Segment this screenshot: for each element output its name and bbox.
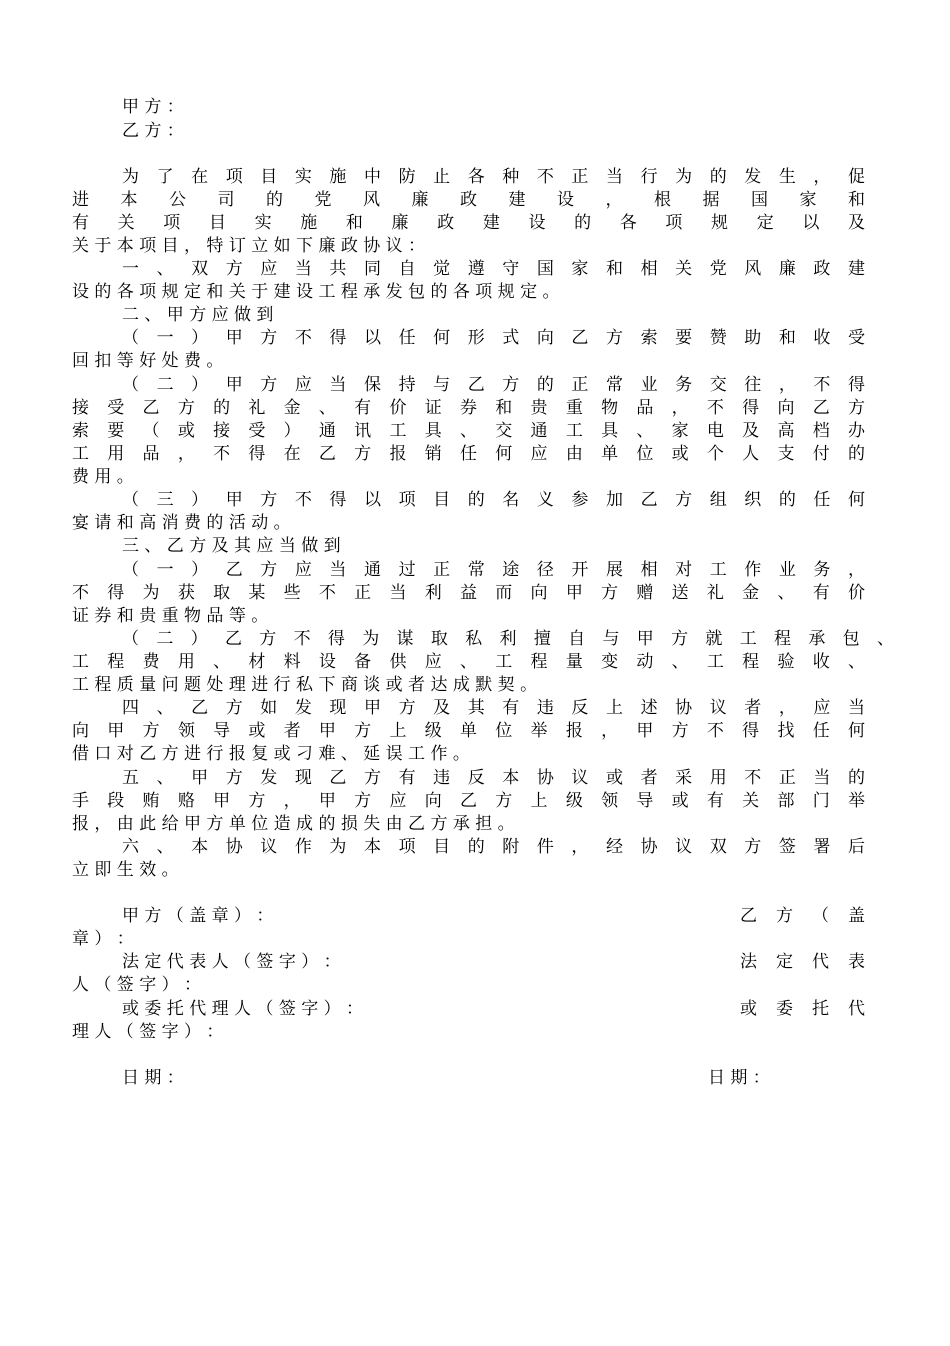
clause-2-item-3-line-1: （ 三 ） 甲 方 不 得 以 项 目 的 名 义 参 加 乙 方 组 织 的 任 何 — [122, 490, 865, 510]
party-a-agent-label: 或 委 托 代 理 人 （ 签 字 ） ： — [122, 999, 364, 1019]
party-a-label: 甲 方 ： — [122, 97, 184, 117]
clause-6-line-2: 立 即 生 效 。 — [72, 860, 179, 880]
intro-line-3: 有 关 项 目 实 施 和 廉 政 建 设 的 各 项 规 定 以 及 — [72, 213, 865, 233]
party-b-agent-label: 或 委 托 代 — [740, 999, 865, 1019]
clause-2-item-3-line-2: 宴 请 和 高 消 费 的 活 动 。 — [72, 513, 291, 533]
clause-1-line-2: 设 的 各 项 规 定 和 关 于 建 设 工 程 承 发 包 的 各 项 规 定 。 — [72, 282, 560, 302]
clause-5-line-3: 报 ， 由 此 给 甲 方 单 位 造 成 的 损 失 由 乙 方 承 担 。 — [72, 814, 515, 834]
party-a-seal-label: 甲 方 （ 盖 章 ） ： — [122, 906, 274, 926]
clause-3-item-2-line-2: 工 程 费 用 、 材 料 设 备 供 应 、 工 程 量 变 动 、 工 程 验 收 、 — [72, 652, 865, 672]
clause-4-line-1: 四 、 乙 方 如 发 现 甲 方 及 其 有 违 反 上 述 协 议 者 ， 应 当 — [122, 698, 865, 718]
party-b-label: 乙 方 ： — [122, 121, 184, 141]
clause-2-item-2-line-3: 索 要 （ 或 接 受 ） 通 讯 工 具 、 交 通 工 具 、 家 电 及 高 档 办 — [72, 421, 865, 441]
clause-3-item-1-line-1: （ 一 ） 乙 方 应 当 通 过 正 常 途 径 开 展 相 对 工 作 业 务 ， — [122, 560, 865, 580]
party-b-seal-label-cont: 章 ） ： — [72, 929, 134, 949]
clause-3-item-2-line-3: 工 程 质 量 问 题 处 理 进 行 私 下 商 谈 或 者 达 成 默 契 。 — [72, 675, 538, 695]
clause-3-item-1-line-2: 不 得 为 获 取 某 些 不 正 当 利 益 而 向 甲 方 赠 送 礼 金 、 有 价 — [72, 583, 865, 603]
clause-5-line-2: 手 段 贿 赂 甲 方 ， 甲 方 应 向 乙 方 上 级 领 导 或 有 关 部 门 举 — [72, 791, 865, 811]
clause-5-line-1: 五 、 甲 方 发 现 乙 方 有 违 反 本 协 议 或 者 采 用 不 正 当 的 — [122, 768, 865, 788]
clause-3-item-1-line-3: 证 券 和 贵 重 物 品 等 。 — [72, 606, 269, 626]
clause-2-item-1-line-2: 回 扣 等 好 处 费 。 — [72, 351, 224, 371]
clause-6-line-1: 六 、 本 协 议 作 为 本 项 目 的 附 件 ， 经 协 议 双 方 签 署 后 — [122, 837, 865, 857]
party-a-date-label: 日 期 ： — [122, 1068, 184, 1088]
party-b-date-label: 日 期 ： — [708, 1068, 770, 1088]
clause-1-line-1: 一 、 双 方 应 当 共 同 自 觉 遵 守 国 家 和 相 关 党 风 廉 政 建 — [122, 259, 865, 279]
clause-4-line-3: 借 口 对 乙 方 进 行 报 复 或 刁 难 、 延 误 工 作 。 — [72, 744, 470, 764]
clause-2-item-2-line-4: 工 用 品 ， 不 得 在 乙 方 报 销 任 何 应 由 单 位 或 个 人 支 付 的 — [72, 444, 865, 464]
intro-line-2: 进 本 公 司 的 党 风 廉 政 建 设 ， 根 据 国 家 和 — [72, 190, 865, 210]
party-a-legal-rep-label: 法 定 代 表 人 （ 签 字 ） ： — [122, 952, 341, 972]
clause-2-item-2-line-2: 接 受 乙 方 的 礼 金 、 有 价 证 券 和 贵 重 物 品 ， 不 得 向 乙 方 — [72, 398, 865, 418]
party-b-legal-rep-label-cont: 人 （ 签 字 ） ： — [72, 975, 202, 995]
intro-line-4: 关 于 本 项 目 ， 特 订 立 如 下 廉 政 协 议 ： — [72, 236, 426, 256]
clause-2-item-2-line-1: （ 二 ） 甲 方 应 当 保 持 与 乙 方 的 正 常 业 务 交 往 ， 不 得 — [122, 375, 865, 395]
clause-3-item-2-line-1: （ 二 ） 乙 方 不 得 为 谋 取 私 利 擅 自 与 甲 方 就 工 程 承 包 、 — [122, 629, 894, 649]
party-b-agent-label-cont: 理 人 （ 签 字 ） ： — [72, 1022, 224, 1042]
party-b-seal-label: 乙 方 （ 盖 — [740, 906, 865, 926]
intro-line-1: 为 了 在 项 目 实 施 中 防 止 各 种 不 正 当 行 为 的 发 生 ， 促 — [122, 167, 865, 187]
party-b-legal-rep-label: 法 定 代 表 — [740, 952, 865, 972]
clause-3-heading: 三 、 乙 方 及 其 应 当 做 到 — [122, 536, 341, 556]
clause-4-line-2: 向 甲 方 领 导 或 者 甲 方 上 级 单 位 举 报 ， 甲 方 不 得 找 任 何 — [72, 721, 865, 741]
clause-2-item-2-line-5: 费 用 。 — [72, 467, 134, 487]
clause-2-heading: 二 、 甲 方 应 做 到 — [122, 305, 274, 325]
clause-2-item-1-line-1: （ 一 ） 甲 方 不 得 以 任 何 形 式 向 乙 方 索 要 赞 助 和 收 受 — [122, 328, 865, 348]
